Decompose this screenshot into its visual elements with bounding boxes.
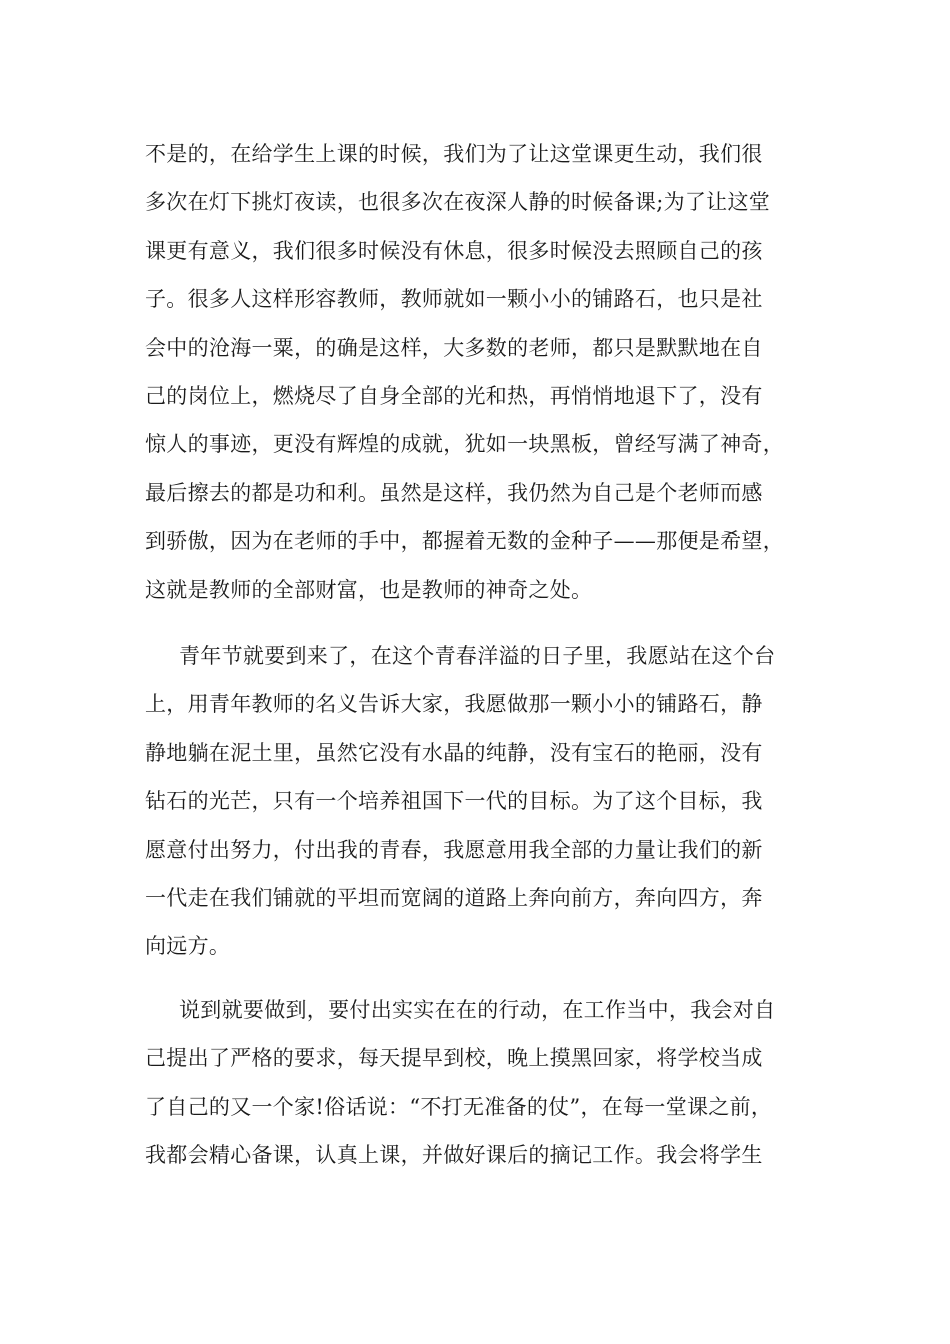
text-line: 这就是教师的全部财富，也是教师的神奇之处。 — [145, 577, 593, 602]
text-line: 惊人的事迹，更没有辉煌的成就，犹如一块黑板，曾经写满了神奇， — [145, 432, 784, 457]
text-line: 向远方。 — [145, 934, 231, 959]
text-line: 一代走在我们铺就的平坦而宽阔的道路上奔向前方，奔向四方，奔 — [145, 885, 763, 910]
text-line: 会中的沧海一粟，的确是这样，大多数的老师，都只是默默地在自 — [145, 335, 763, 360]
text-line: 到骄傲，因为在老师的手中，都握着无数的金种子——那便是希望， — [145, 529, 784, 554]
text-line: 静地躺在泥土里，虽然它没有水晶的纯静，没有宝石的艳丽，没有 — [145, 740, 763, 765]
paragraph-1 — [145, 130, 825, 614]
paragraph-3 — [145, 986, 825, 1180]
text-line: 钻石的光芒，只有一个培养祖国下一代的目标。为了这个目标，我 — [145, 789, 763, 814]
text-line: 愿意付出努力，付出我的青春，我愿意用我全部的力量让我们的新 — [145, 837, 763, 862]
text-line: 我都会精心备课，认真上课，并做好课后的摘记工作。我会将学生 — [145, 1143, 763, 1168]
text-line: 最后擦去的都是功和利。虽然是这样，我仍然为自己是个老师而感 — [145, 480, 763, 505]
text-line: 不是的，在给学生上课的时候，我们为了让这堂课更生动，我们很 — [145, 142, 763, 166]
text-line: 了自己的又一个家!俗话说：“不打无准备的仗”，在每一堂课之前， — [145, 1094, 773, 1119]
text-line: 上，用青年教师的名义告诉大家，我愿做那一颗小小的铺路石，静 — [145, 692, 763, 717]
text-line-first: 青年节就要到来了，在这个青春洋溢的日子里，我愿站在这个台 — [179, 644, 776, 668]
text-line: 多次在灯下挑灯夜读，也很多次在夜深人静的时候备课;为了让这堂 — [145, 190, 771, 215]
text-line: 课更有意义，我们很多时候没有休息，很多时候没去照顾自己的孩 — [145, 238, 763, 263]
text-line: 己的岗位上，燃烧尽了自身全部的光和热，再悄悄地退下了，没有 — [145, 383, 763, 408]
text-line-first: 说到就要做到，要付出实实在在的行动，在工作当中，我会对自 — [179, 998, 776, 1022]
text-line: 己提出了严格的要求，每天提早到校，晚上摸黑回家，将学校当成 — [145, 1046, 763, 1071]
paragraph-2 — [145, 632, 825, 971]
text-line: 子。很多人这样形容教师，教师就如一颗小小的铺路石，也只是社 — [145, 287, 763, 312]
